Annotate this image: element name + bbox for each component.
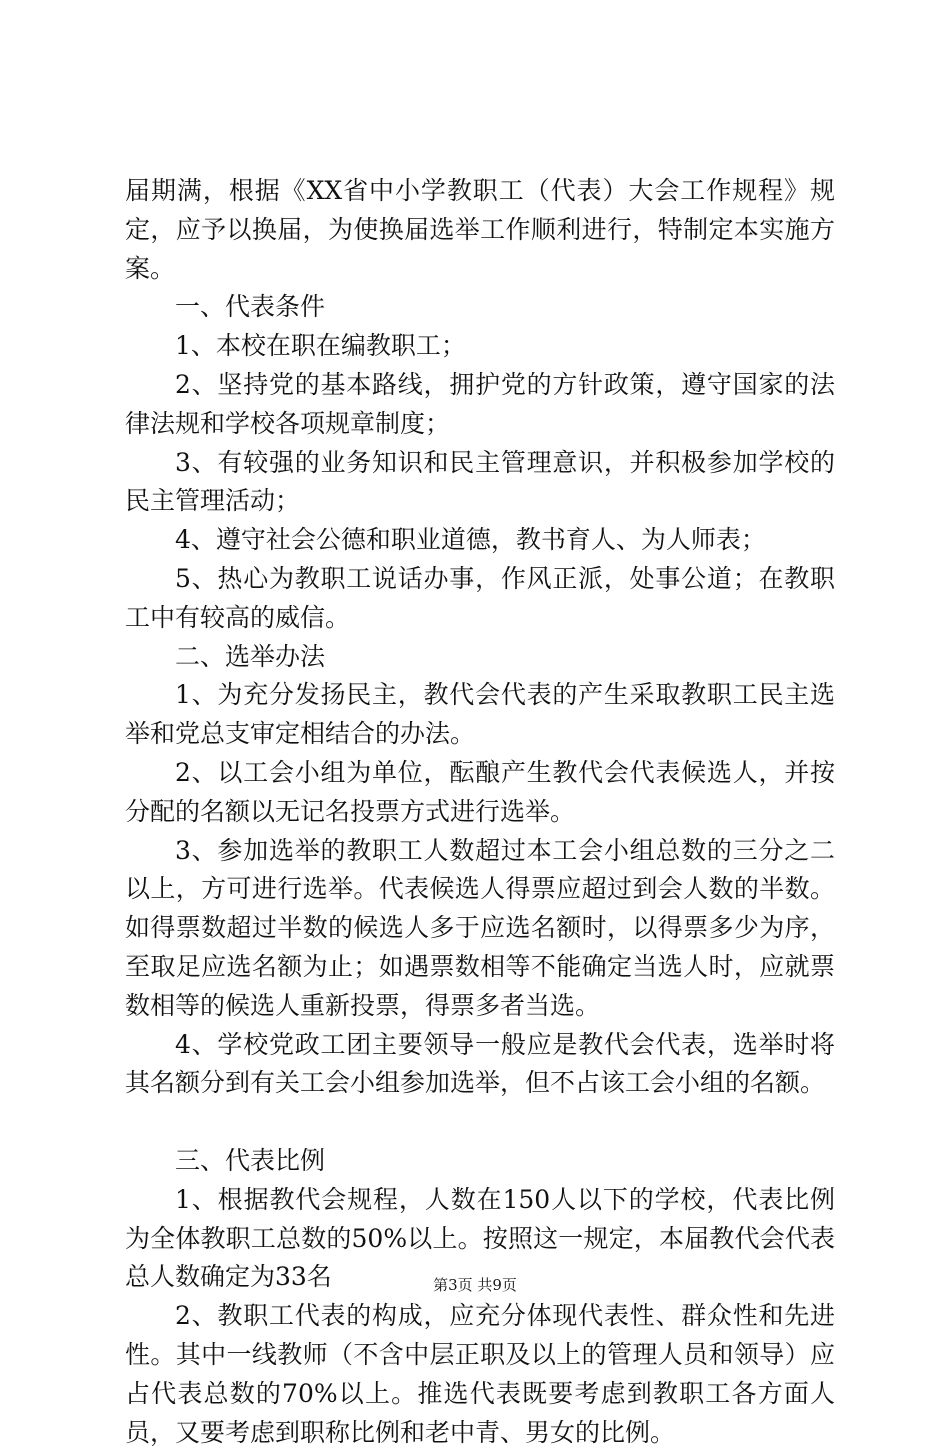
document-body <box>125 172 835 1452</box>
condition-item-4: 4、遵守社会公德和职业道德，教书育人、为人师表； <box>175 525 766 555</box>
page-footer: 第3页 共9页 <box>433 1276 517 1294</box>
ratio-item-1: 1、根据教代会规程，人数在150人以下的学校，代表比例为全体教职工总数的50%以上。按照这一规定，本届教代会代表总人数确定为33名 <box>125 1184 835 1292</box>
condition-item-5: 5、热心为教职工说话办事，作风正派，处事公道；在教职工中有较高的威信。 <box>125 563 835 632</box>
condition-item-1: 1、本校在职在编教职工； <box>175 331 466 361</box>
ratio-item-2: 2、教职工代表的构成，应充分体现代表性、群众性和先进性。其中一线教师（不含中层正职及以上的管理人员和领导）应占代表总数的70%以上。推选代表既要考虑到教职工各方面人员，又要考虑到职称比例和老中青、男女的比例。 <box>125 1301 835 1447</box>
condition-item-3: 3、有较强的业务知识和民主管理意识，并积极参加学校的民主管理活动； <box>125 447 835 516</box>
method-item-3: 3、参加选举的教职工人数超过本工会小组总数的三分之二以上，方可进行选举。代表候选人得票应超过到会人数的半数。如得票数超过半数的候选人多于应选名额时，以得票多少为序，至取足应选名额为止；如遇票数相等不能确定当选人时，应就票数相等的候选人重新投票，得票多者当选。 <box>125 835 835 1020</box>
condition-item-2: 2、坚持党的基本路线，拥护党的方针政策，遵守国家的法律法规和学校各项规章制度； <box>125 369 835 438</box>
blank-line <box>125 1103 835 1142</box>
method-item-4: 4、学校党政工团主要领导一般应是教代会代表，选举时将其名额分到有关工会小组参加选举，但不占该工会小组的名额。 <box>125 1029 835 1098</box>
method-item-1: 1、为充分发扬民主，教代会代表的产生采取教职工民主选举和党总支审定相结合的办法。 <box>125 680 835 749</box>
section-heading-representative-ratio: 三、代表比例 <box>175 1145 326 1175</box>
section-heading-representative-conditions: 一、代表条件 <box>175 292 326 322</box>
paragraph-intro: 届期满，根据《XX省中小学教职工（代表）大会工作规程》规定，应予以换届，为使换届选举工作顺利进行，特制定本实施方案。 <box>125 176 835 283</box>
method-item-2: 2、以工会小组为单位，酝酿产生教代会代表候选人，并按分配的名额以无记名投票方式进行选举。 <box>125 757 835 826</box>
section-heading-election-method: 二、选举办法 <box>175 641 326 671</box>
